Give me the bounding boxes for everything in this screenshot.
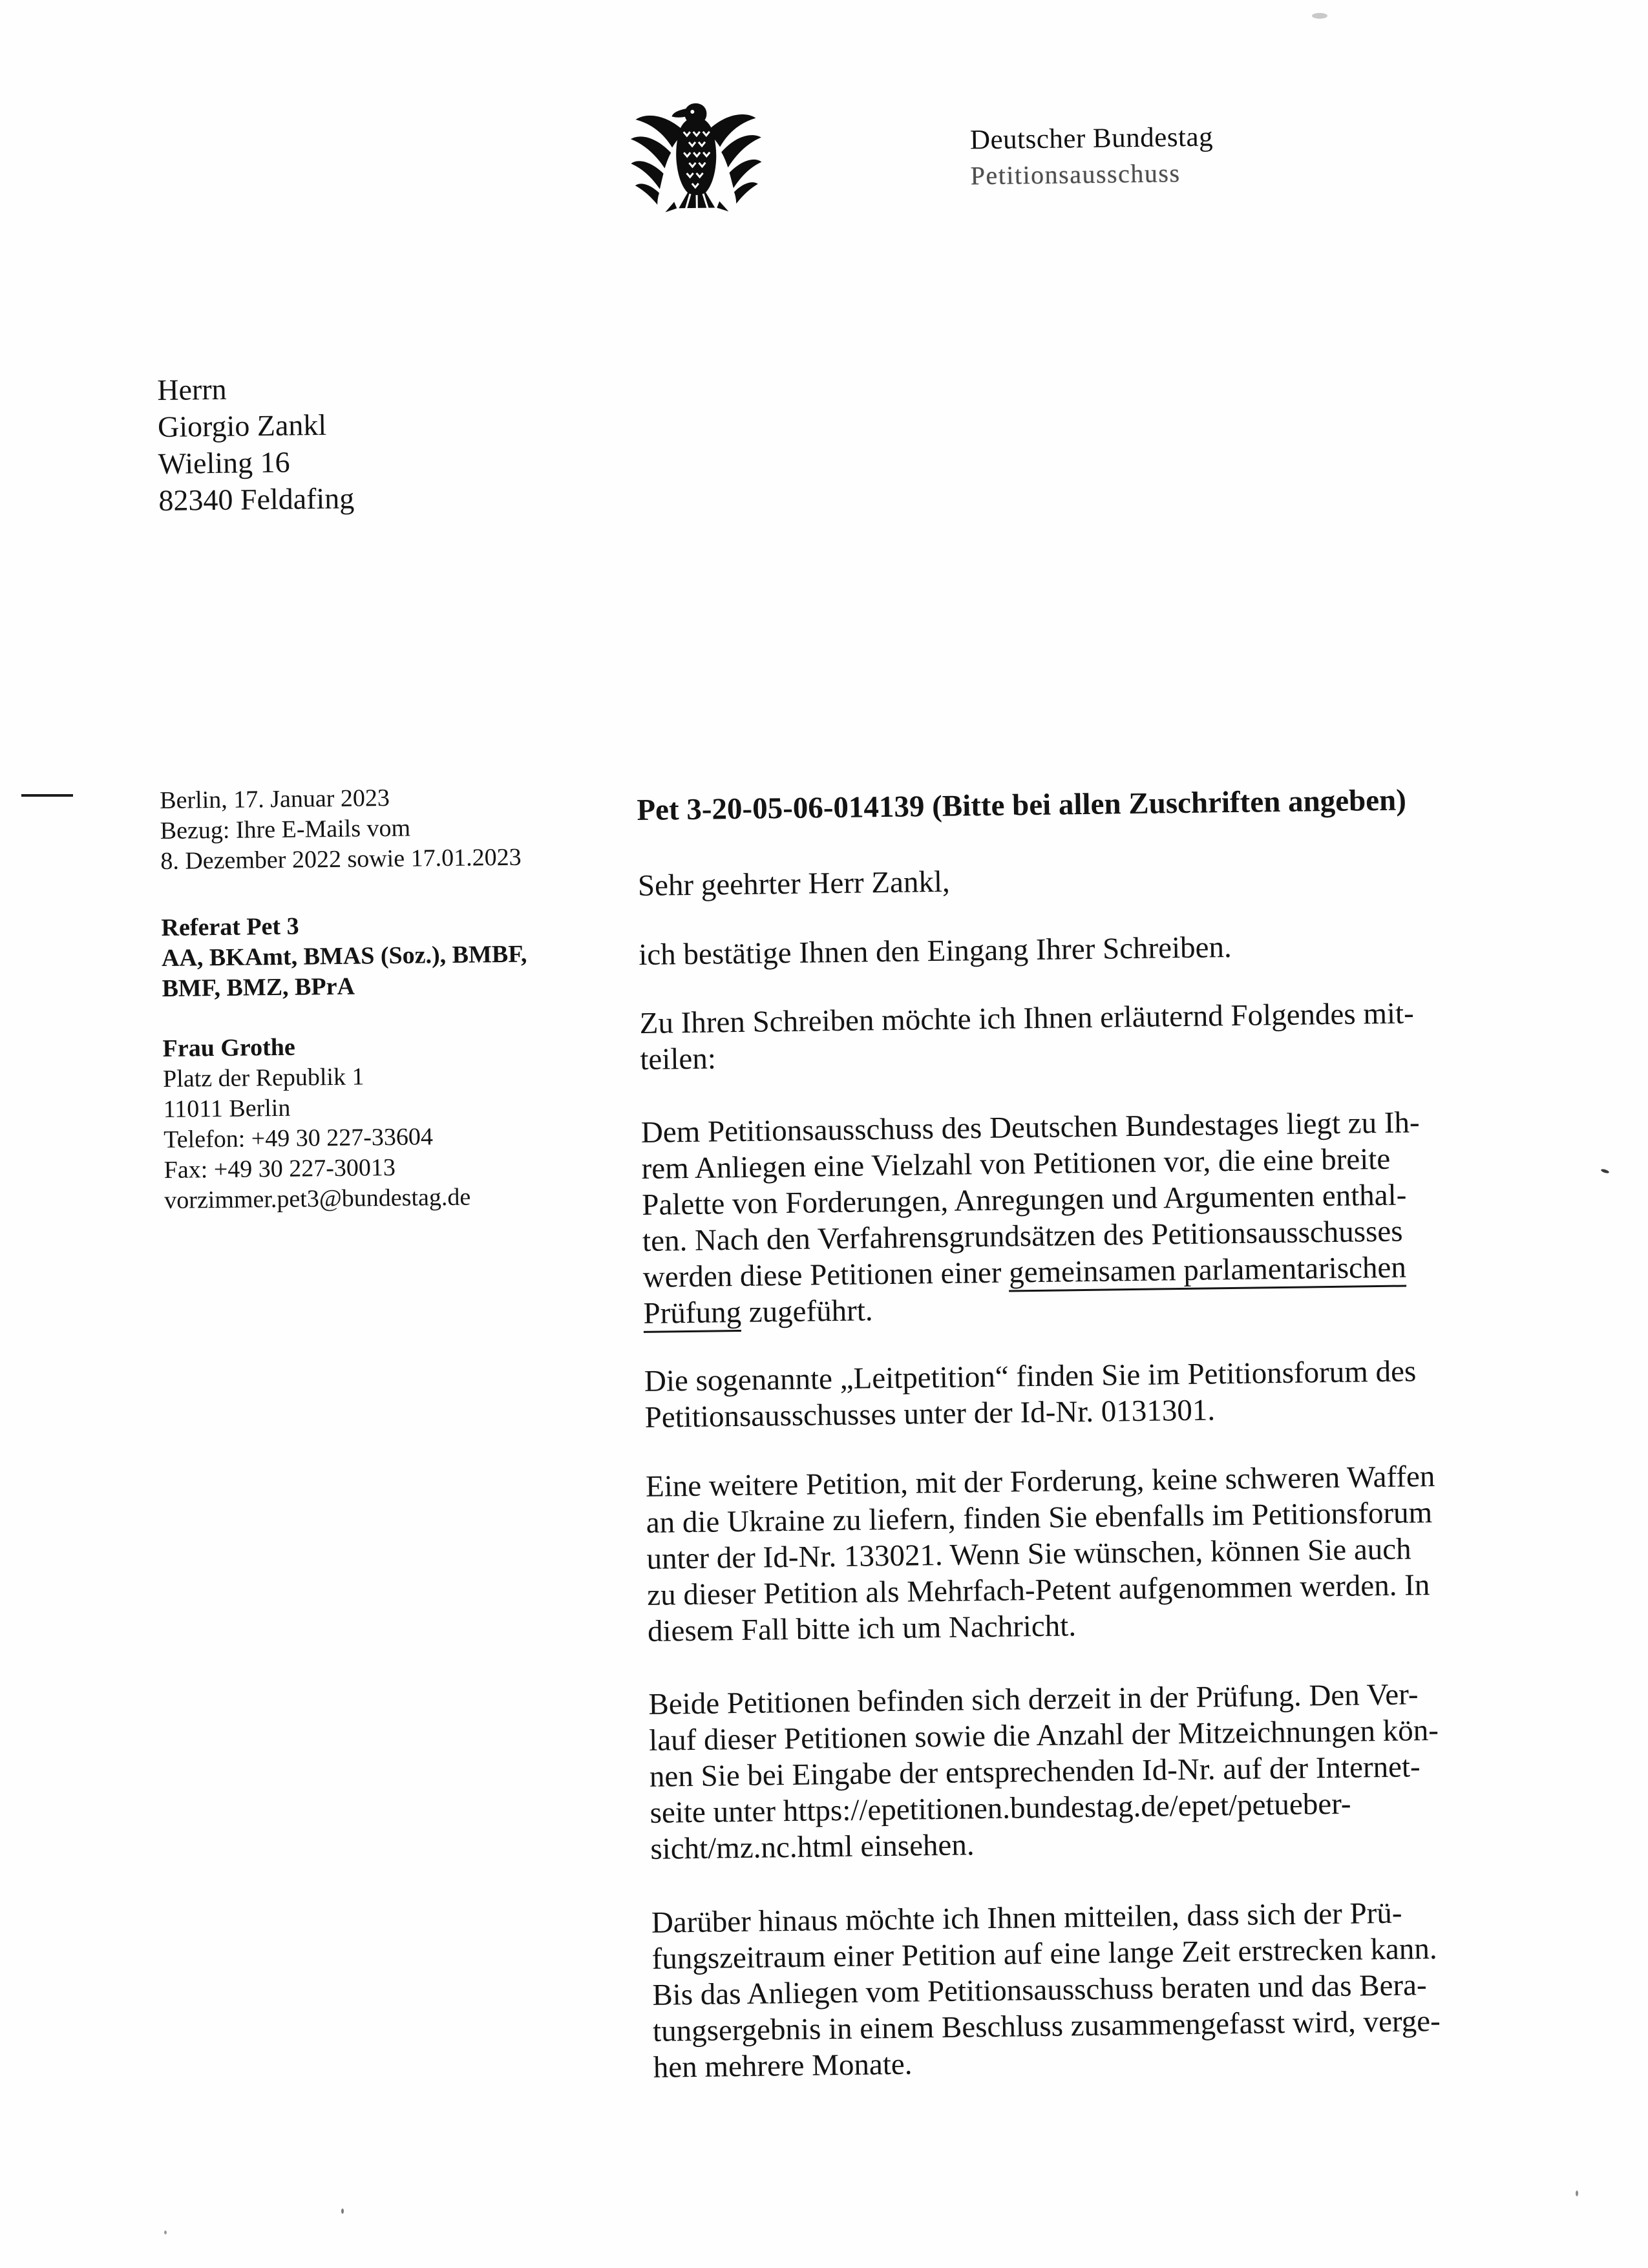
paragraph-intro (639, 995, 1414, 1078)
body-line: tungsergebnis in einem Beschluss zusammengefasst wird, verge- (652, 2004, 1441, 2048)
paragraph-confirmation: ich bestätige Ihnen den Eingang Ihrer Schreiben. (638, 930, 1232, 972)
body-line: ten. Nach den Verfahrensgrundsätzen des Petitionsausschusses (642, 1214, 1403, 1258)
body-text-segment: zugeführt. (741, 1294, 873, 1329)
contact-fax: Fax: +49 30 227-30013 (164, 1153, 396, 1184)
body-line: seite unter https://epetitionen.bundestag.de/epet/petueber- (650, 1787, 1351, 1830)
contact-street: Platz der Republik 1 (162, 1063, 364, 1093)
recipient-street-line: Wieling 16 (158, 445, 290, 480)
letter-body (637, 779, 1623, 2123)
body-line: diesem Fall bitte ich um Nachricht. (647, 1609, 1077, 1648)
contact-block (162, 1031, 470, 1216)
body-line: Petitionsausschusses unter der Id-Nr. 0131301. (644, 1393, 1216, 1434)
body-line: Beide Petitionen befinden sich derzeit in der Prüfung. Den Ver- (648, 1677, 1419, 1721)
subject-line: Pet 3-20-05-06-014139 (Bitte bei allen Zuschriften angeben) (637, 783, 1407, 827)
paragraph-petitions (641, 1104, 1422, 1332)
body-line: an die Ukraine zu liefern, finden Sie ebenfalls im Petitionsforum (646, 1495, 1433, 1540)
reference-line: 8. Dezember 2022 sowie 17.01.2023 (160, 843, 522, 875)
letter-info-column (160, 781, 617, 1238)
body-line: teilen: (640, 1042, 717, 1076)
body-line: nen Sie bei Eingabe der entsprechenden Id-Nr. auf der Internet- (649, 1750, 1421, 1794)
recipient-name-line: Giorgio Zankl (157, 408, 327, 443)
body-line: Dem Petitionsausschuss des Deutschen Bundestages liegt zu Ih- (640, 1106, 1420, 1150)
body-line: Eine weitere Petition, mit der Forderung, keine schweren Waffen (645, 1459, 1435, 1504)
unit-title: Referat Pet 3 (161, 912, 299, 941)
body-line: Bis das Anliegen vom Petitionsausschuss beraten und das Bera- (652, 1968, 1427, 2012)
body-line: Die sogenannte „Leitpetition“ finden Sie im Petitionsforum des (644, 1354, 1417, 1398)
recipient-city-line: 82340 Feldafing (158, 481, 355, 517)
unit-ministries-line: AA, BKAmt, BMAS (Soz.), BMBF, (161, 940, 527, 972)
recipient-salutation-line: Herrn (157, 372, 227, 406)
body-line: hen mehrere Monate. (653, 2047, 913, 2084)
bundesadler-eagle-logo (627, 98, 766, 229)
body-line: rem Anliegen eine Vielzahl von Petitionen vor, die eine breite (641, 1142, 1391, 1186)
underlined-text-segment: gemeinsamen parlamentarischen (1009, 1250, 1406, 1292)
unit-block (161, 909, 527, 1004)
paragraph-leitpetition (644, 1353, 1417, 1436)
contact-email: vorzimmer.pet3@bundestag.de (164, 1183, 471, 1214)
scan-speck (1576, 2190, 1578, 2196)
paragraph-weitere-petition (646, 1458, 1437, 1650)
date-reference-block (160, 782, 522, 877)
place-date-line: Berlin, 17. Januar 2023 (160, 784, 390, 814)
body-text-segment: werden diese Petitionen einer (642, 1255, 1009, 1294)
contact-city: 11011 Berlin (163, 1094, 291, 1123)
body-line: unter der Id-Nr. 133021. Wenn Sie wünschen, können Sie auch (646, 1532, 1411, 1576)
paragraph-zeitraum (651, 1895, 1441, 2086)
contact-phone: Telefon: +49 30 227-33604 (163, 1123, 434, 1153)
scan-speck (164, 2231, 167, 2234)
body-line: sicht/mz.nc.html einsehen. (650, 1828, 975, 1866)
body-line: fungszeitraum einer Petition auf eine lange Zeit erstrecken kann. (651, 1931, 1437, 1976)
letterhead-text (970, 121, 1214, 191)
letterhead (0, 0, 1648, 278)
reference-line: Bezug: Ihre E-Mails vom (160, 814, 411, 845)
recipient-address-block (157, 369, 355, 519)
unit-ministries-line: BMF, BMZ, BPrA (162, 972, 355, 1002)
fold-mark (21, 794, 73, 797)
underlined-text-segment: Prüfung (643, 1296, 741, 1333)
paragraph-pruefung (648, 1676, 1440, 1867)
contact-name: Frau Grothe (162, 1033, 295, 1062)
salutation: Sehr geehrter Herr Zankl, (637, 865, 951, 903)
body-line: Darüber hinaus möchte ich Ihnen mitteilen, dass sich der Prü- (651, 1896, 1402, 1940)
body-line: lauf dieser Petitionen sowie die Anzahl der Mitzeichnungen kön- (648, 1713, 1439, 1758)
scan-speck (1312, 13, 1327, 19)
scan-speck (341, 2209, 344, 2214)
body-line: Palette von Forderungen, Anregungen und Argumenten enthal- (642, 1178, 1407, 1222)
body-line: Zu Ihren Schreiben möchte ich Ihnen erläuternd Folgendes mit- (639, 996, 1415, 1040)
body-line: zu dieser Petition als Mehrfach-Petent aufgenommen werden. In (646, 1568, 1430, 1612)
committee-name: Petitionsausschuss (970, 158, 1181, 191)
organization-name: Deutscher Bundestag (969, 121, 1214, 156)
